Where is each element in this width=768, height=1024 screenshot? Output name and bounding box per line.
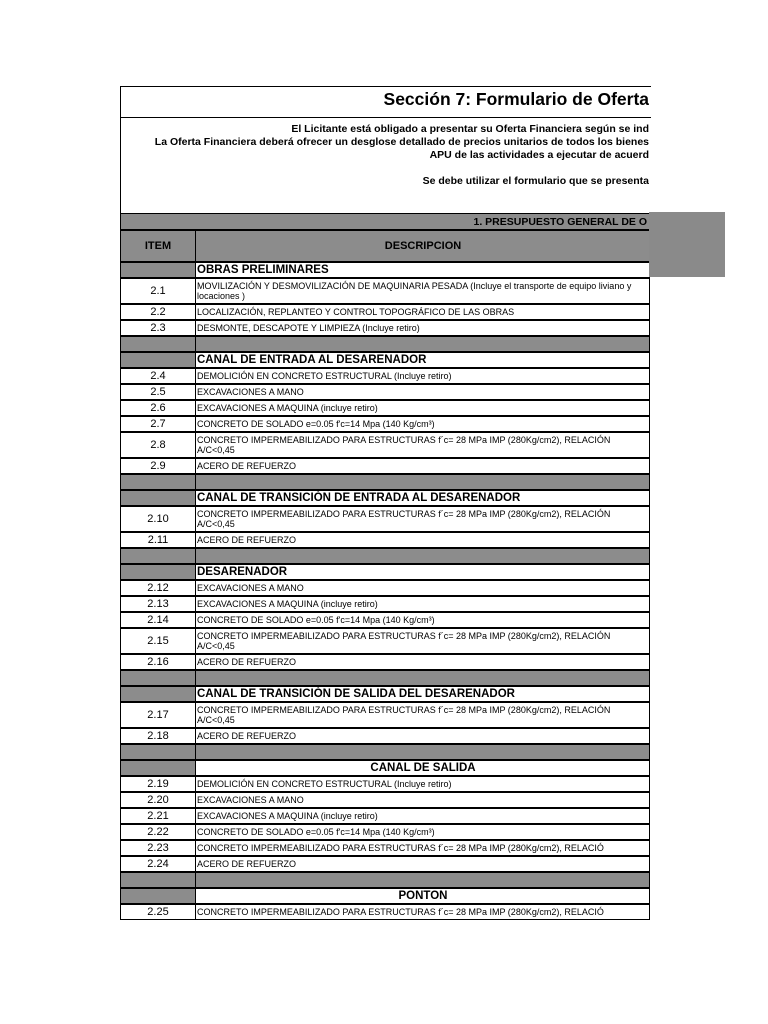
table-row <box>120 824 650 840</box>
item-number-cell <box>120 490 196 506</box>
table-row <box>120 368 650 384</box>
item-number-cell: 2.5 <box>120 384 196 400</box>
section-title: PONTON <box>195 888 650 904</box>
col-header-description: DESCRIPCION <box>195 230 650 262</box>
table-row <box>120 320 650 336</box>
description-cell <box>195 872 650 888</box>
description-cell: CONCRETO DE SOLADO e=0.05 f'c=14 Mpa (140 Kg/cm³) <box>195 612 650 628</box>
spacer-row <box>120 670 650 686</box>
section-row <box>120 686 650 702</box>
item-number-cell: 2.4 <box>120 368 196 384</box>
gray-block <box>649 212 725 277</box>
table-row <box>120 278 650 304</box>
description-cell <box>195 548 650 564</box>
intro-line-1: El Licitante está obligado a presentar su Oferta Financiera según se ind <box>291 123 649 135</box>
table-row <box>120 400 650 416</box>
spacer-row <box>120 744 650 760</box>
spacer-row <box>120 474 650 490</box>
description-cell: CONCRETO IMPERMEABILIZADO PARA ESTRUCTURAS f´c= 28 MPa IMP (280Kg/cm2), RELACIÓ <box>195 840 650 856</box>
intro-line-3: APU de las actividades a ejecutar de acuerd <box>429 149 649 161</box>
item-number-cell <box>120 888 196 904</box>
item-number-cell: 2.17 <box>120 702 196 728</box>
description-cell: CONCRETO IMPERMEABILIZADO PARA ESTRUCTURAS f´c= 28 MPa IMP (280Kg/cm2), RELACIÓN A/C<0,45 <box>195 432 650 458</box>
table-row <box>120 416 650 432</box>
description-cell: EXCAVACIONES A MANO <box>195 384 650 400</box>
section-title: CANAL DE TRANSICIÓN DE SALIDA DEL DESARENADOR <box>195 686 650 702</box>
section-title: CANAL DE SALIDA <box>195 760 650 776</box>
section-title: CANAL DE ENTRADA AL DESARENADOR <box>195 352 650 368</box>
item-number-cell: 2.1 <box>120 278 196 304</box>
description-cell: DEMOLICIÓN EN CONCRETO ESTRUCTURAL (Incluye retiro) <box>195 368 650 384</box>
description-cell <box>195 474 650 490</box>
table-header-row <box>120 230 650 262</box>
description-cell: CONCRETO IMPERMEABILIZADO PARA ESTRUCTURAS f´c= 28 MPa IMP (280Kg/cm2), RELACIÓN A/C<0,45 <box>195 702 650 728</box>
description-cell: ACERO DE REFUERZO <box>195 728 650 744</box>
description-cell: LOCALIZACIÓN, REPLANTEO Y CONTROL TOPOGRÁFICO DE LAS OBRAS <box>195 304 650 320</box>
section-row <box>120 760 650 776</box>
band-cell <box>120 213 650 230</box>
table-row <box>120 702 650 728</box>
item-number-cell: 2.22 <box>120 824 196 840</box>
section-row <box>120 262 650 278</box>
item-number-cell: 2.3 <box>120 320 196 336</box>
table-row <box>120 792 650 808</box>
item-number-cell: 2.6 <box>120 400 196 416</box>
table-row <box>120 628 650 654</box>
item-number-cell: 2.11 <box>120 532 196 548</box>
table-row <box>120 856 650 872</box>
section-title: CANAL DE TRANSICIÓN DE ENTRADA AL DESARENADOR <box>195 490 650 506</box>
item-number-cell <box>120 474 196 490</box>
item-number-cell <box>120 564 196 580</box>
description-cell: EXCAVACIONES A MANO <box>195 580 650 596</box>
item-number-cell <box>120 548 196 564</box>
item-number-cell <box>120 336 196 352</box>
description-cell: DESMONTE, DESCAPOTE Y LIMPIEZA (Incluye retiro) <box>195 320 650 336</box>
table-row <box>120 808 650 824</box>
table-row <box>120 728 650 744</box>
section-title: DESARENADOR <box>195 564 650 580</box>
spacer-row <box>120 336 650 352</box>
description-cell: EXCAVACIONES A MANO <box>195 792 650 808</box>
table-row <box>120 384 650 400</box>
item-number-cell <box>120 872 196 888</box>
col-header-item: ITEM <box>120 230 196 262</box>
item-number-cell: 2.14 <box>120 612 196 628</box>
table-row <box>120 532 650 548</box>
section-row <box>120 564 650 580</box>
item-number-cell: 2.23 <box>120 840 196 856</box>
band-label: 1. PRESUPUESTO GENERAL DE O <box>473 215 647 228</box>
table-row <box>120 654 650 670</box>
item-number-cell <box>120 686 196 702</box>
table-row <box>120 596 650 612</box>
description-cell: ACERO DE REFUERZO <box>195 654 650 670</box>
description-cell: CONCRETO IMPERMEABILIZADO PARA ESTRUCTURAS f´c= 28 MPa IMP (280Kg/cm2), RELACIÓN A/C<0,45 <box>195 506 650 532</box>
section-title: OBRAS PRELIMINARES <box>195 262 650 278</box>
description-cell: EXCAVACIONES A MAQUINA (incluye retiro) <box>195 808 650 824</box>
description-cell: EXCAVACIONES A MAQUINA (incluye retiro) <box>195 596 650 612</box>
intro-line-4: Se debe utilizar el formulario que se presenta <box>422 175 649 187</box>
table-row <box>120 580 650 596</box>
item-number-cell: 2.10 <box>120 506 196 532</box>
section-row <box>120 888 650 904</box>
intro-line-2: La Oferta Financiera deberá ofrecer un desglose detallado de precios unitarios de todos los bienes <box>154 136 649 148</box>
table-row <box>120 612 650 628</box>
spacer-row <box>120 872 650 888</box>
description-cell: ACERO DE REFUERZO <box>195 532 650 548</box>
item-number-cell <box>120 262 196 278</box>
description-cell <box>195 670 650 686</box>
item-number-cell: 2.21 <box>120 808 196 824</box>
item-number-cell: 2.12 <box>120 580 196 596</box>
item-number-cell: 2.19 <box>120 776 196 792</box>
item-number-cell: 2.13 <box>120 596 196 612</box>
item-number-cell: 2.9 <box>120 458 196 474</box>
table-row <box>120 776 650 792</box>
item-number-cell: 2.8 <box>120 432 196 458</box>
description-cell: CONCRETO DE SOLADO e=0.05 f'c=14 Mpa (140 Kg/cm³) <box>195 824 650 840</box>
description-cell: DEMOLICIÓN EN CONCRETO ESTRUCTURAL (Incluye retiro) <box>195 776 650 792</box>
item-number-cell: 2.15 <box>120 628 196 654</box>
table-row <box>120 304 650 320</box>
item-number-cell: 2.24 <box>120 856 196 872</box>
table-row <box>120 904 650 920</box>
spacer-row <box>120 548 650 564</box>
item-number-cell <box>120 760 196 776</box>
description-cell: CONCRETO DE SOLADO e=0.05 f'c=14 Mpa (140 Kg/cm³) <box>195 416 650 432</box>
item-number-cell <box>120 352 196 368</box>
item-number-cell: 2.16 <box>120 654 196 670</box>
table-row <box>120 840 650 856</box>
description-cell: ACERO DE REFUERZO <box>195 458 650 474</box>
item-number-cell <box>120 670 196 686</box>
item-number-cell: 2.7 <box>120 416 196 432</box>
section-row <box>120 352 650 368</box>
section-row <box>120 490 650 506</box>
item-number-cell: 2.25 <box>120 904 196 920</box>
table-row <box>120 458 650 474</box>
description-cell <box>195 744 650 760</box>
table-row <box>120 506 650 532</box>
item-number-cell: 2.20 <box>120 792 196 808</box>
description-cell: CONCRETO IMPERMEABILIZADO PARA ESTRUCTURAS f´c= 28 MPa IMP (280Kg/cm2), RELACIÓN A/C<0,45 <box>195 628 650 654</box>
page-title: Sección 7: Formulario de Oferta <box>383 89 649 109</box>
description-cell: MOVILIZACIÓN Y DESMOVILIZACIÓN DE MAQUINARIA PESADA (Incluye el transporte de equipo liviano y locaciones ) <box>195 278 650 304</box>
description-cell: EXCAVACIONES A MAQUINA (incluye retiro) <box>195 400 650 416</box>
description-cell: ACERO DE REFUERZO <box>195 856 650 872</box>
description-cell: CONCRETO IMPERMEABILIZADO PARA ESTRUCTURAS f´c= 28 MPa IMP (280Kg/cm2), RELACIÓ <box>195 904 650 920</box>
item-number-cell: 2.2 <box>120 304 196 320</box>
table-row <box>120 432 650 458</box>
description-cell <box>195 336 650 352</box>
table-band-row <box>120 213 650 230</box>
item-number-cell <box>120 744 196 760</box>
item-number-cell: 2.18 <box>120 728 196 744</box>
